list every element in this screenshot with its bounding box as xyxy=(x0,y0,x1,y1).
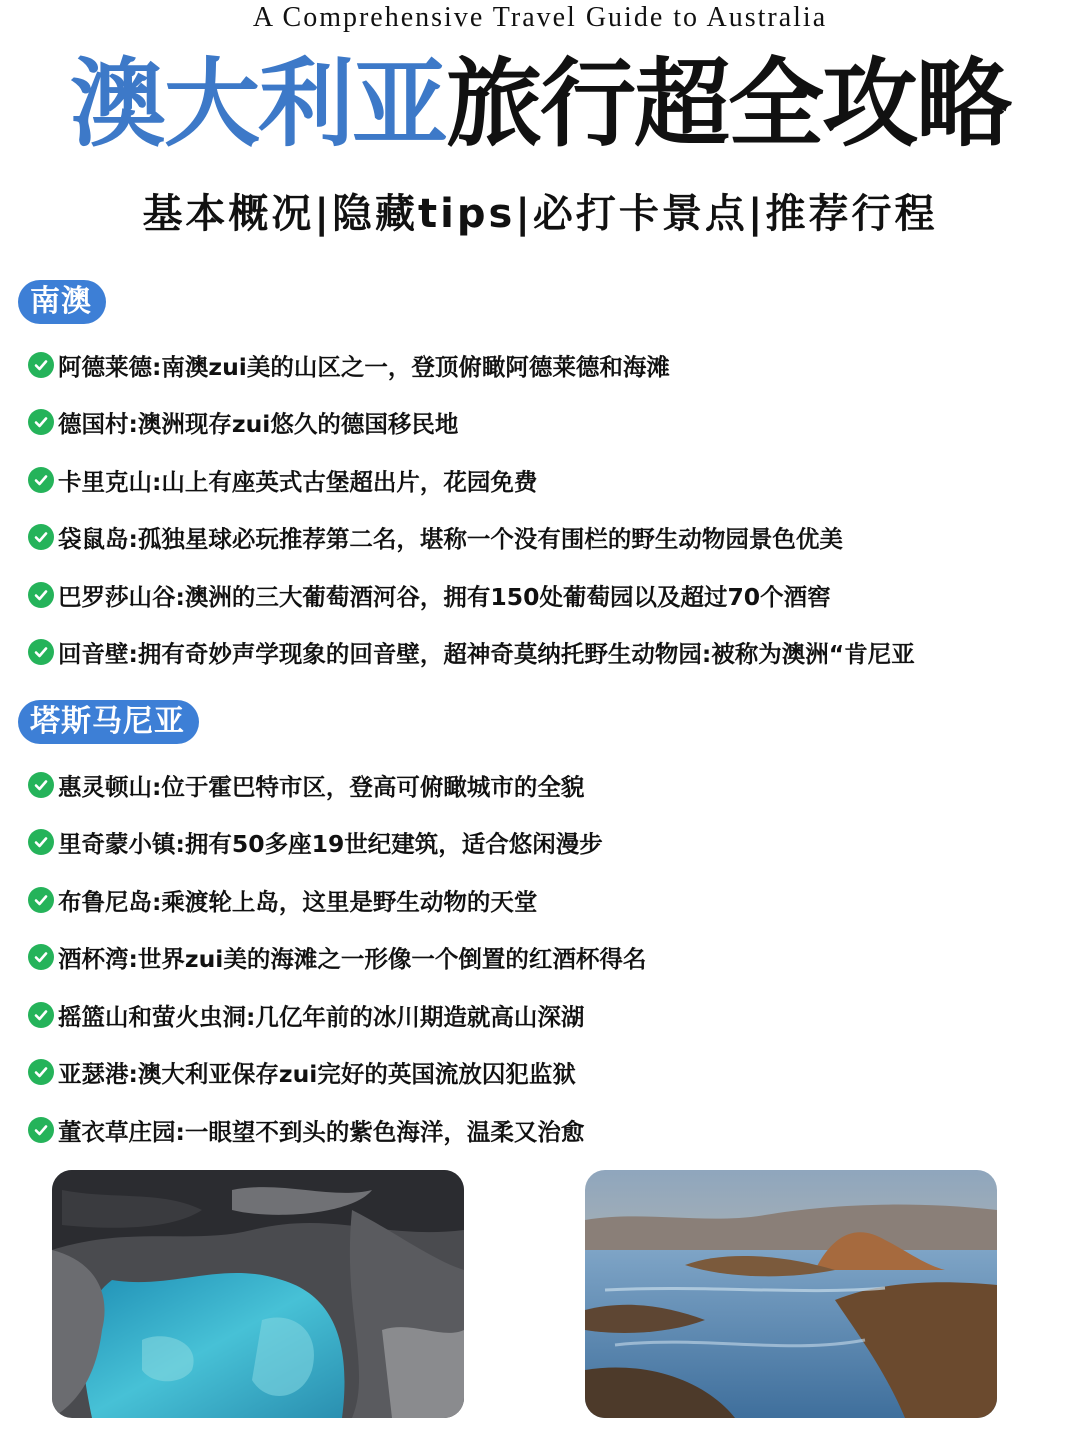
title-highlight: 澳大利亚 xyxy=(70,48,446,160)
check-circle-icon xyxy=(28,887,54,913)
list-item-text: 回音壁:拥有奇妙声学现象的回音壁，超神奇莫纳托野生动物园:被称为澳洲“肯尼亚 xyxy=(58,640,915,668)
photo-rock-pool xyxy=(52,1170,464,1418)
list-item-text: 布鲁尼岛:乘渡轮上岛，这里是野生动物的天堂 xyxy=(58,888,538,916)
check-circle-icon xyxy=(28,352,54,378)
tagline: 基本概况|隐藏tips|必打卡景点|推荐行程 xyxy=(142,191,938,237)
list-item-text: 惠灵顿山:位于霍巴特市区，登高可俯瞰城市的全貌 xyxy=(58,773,585,801)
list-item xyxy=(28,765,584,805)
check-circle-icon xyxy=(28,582,54,608)
check-circle-icon xyxy=(28,829,54,855)
page-title xyxy=(0,48,1080,160)
section-badge-south-australia: 南澳 xyxy=(18,280,106,324)
list-item xyxy=(28,632,915,672)
list-item xyxy=(28,937,646,977)
list-item xyxy=(28,460,537,500)
list-item xyxy=(28,575,831,615)
check-circle-icon xyxy=(28,524,54,550)
list-item-text: 阿德莱德:南澳zui美的山区之一，登顶俯瞰阿德莱德和海滩 xyxy=(58,353,670,381)
english-subtitle: A Comprehensive Travel Guide to Australia xyxy=(252,2,828,33)
list-item-text: 巴罗莎山谷:澳洲的三大葡萄酒河谷，拥有150处葡萄园以及超过70个酒窖 xyxy=(58,583,831,611)
list-item-text: 德国村:澳洲现存zui悠久的德国移民地 xyxy=(58,410,459,438)
list-item xyxy=(28,1110,584,1150)
list-item-text: 摇篮山和萤火虫洞:几亿年前的冰川期造就高山深湖 xyxy=(58,1003,585,1031)
list-item xyxy=(28,517,843,557)
list-item-text: 里奇蒙小镇:拥有50多座19世纪建筑，适合悠闲漫步 xyxy=(58,830,603,858)
list-item-text: 袋鼠岛:孤独星球必玩推荐第二名，堪称一个没有围栏的野生动物园景色优美 xyxy=(58,525,843,553)
list-item xyxy=(28,822,603,862)
list-item xyxy=(28,1052,576,1092)
list-item-text: 董衣草庄园:一眼望不到头的紫色海洋，温柔又治愈 xyxy=(58,1118,585,1146)
section-badge-tasmania: 塔斯马尼亚 xyxy=(18,700,199,744)
title-main: 旅行超全攻略 xyxy=(446,48,1010,160)
check-circle-icon xyxy=(28,1002,54,1028)
list-item xyxy=(28,345,670,385)
list-item xyxy=(28,995,584,1035)
check-circle-icon xyxy=(28,944,54,970)
check-circle-icon xyxy=(28,467,54,493)
check-circle-icon xyxy=(28,1117,54,1143)
check-circle-icon xyxy=(28,1059,54,1085)
list-item-text: 亚瑟港:澳大利亚保存zui完好的英国流放囚犯监狱 xyxy=(58,1060,576,1088)
check-circle-icon xyxy=(28,409,54,435)
list-item xyxy=(28,880,537,920)
list-item xyxy=(28,402,458,442)
photo-lake-mountains xyxy=(585,1170,997,1418)
list-item-text: 卡里克山:山上有座英式古堡超出片，花园免费 xyxy=(58,468,538,496)
list-item-text: 酒杯湾:世界zui美的海滩之一形像一个倒置的红酒杯得名 xyxy=(58,945,647,973)
check-circle-icon xyxy=(28,772,54,798)
check-circle-icon xyxy=(28,639,54,665)
